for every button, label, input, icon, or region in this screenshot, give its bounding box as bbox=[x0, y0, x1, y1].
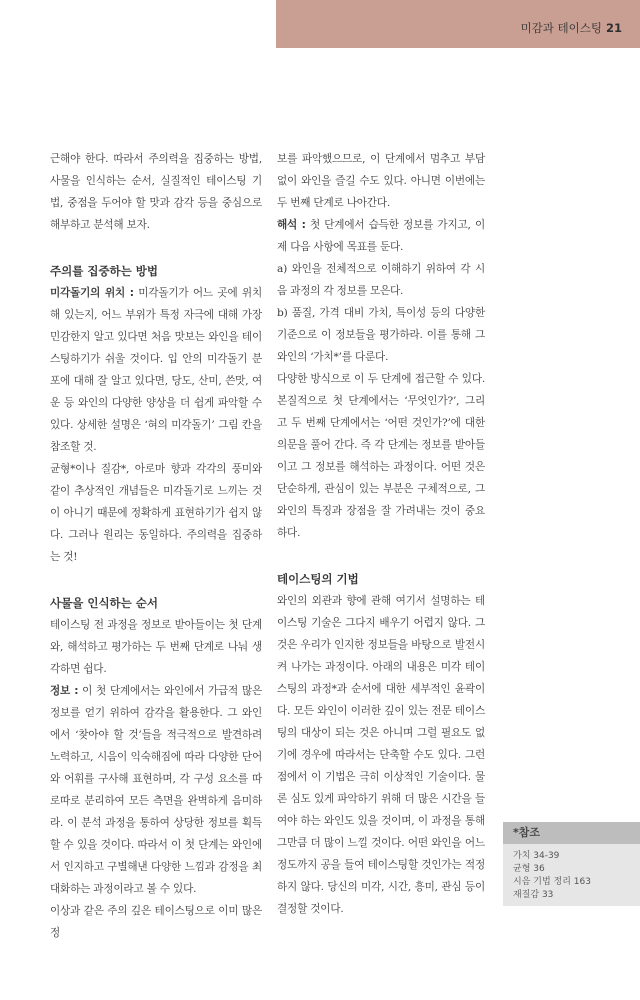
approach-paragraph: 다양한 방식으로 이 두 단계에 접근할 수 있다. 본질적으로 첫 단계에서는 ‘무엇인가?’, 그리고 두 번째 단계에서는 ‘어떤 것인가?’에 대한 의문을 풀어 간다. 즉 각 단계는 정보를 받아들이고 그 정보를 해석하는 과정이다. 어떤 것은 단순하게, 관심이 있는 부분은 구체적으로, 그 와인의 특징과 장점을 잘 가려내는 것이 중요하다. bbox=[277, 373, 485, 539]
section-heading-technique: 테이스팅의 기법 bbox=[277, 572, 359, 586]
information-text: 이 첫 단계에서는 와인에서 가급적 많은 정보를 얻기 위하여 감각을 활용한다. 그 와인에서 ‘찾아야 할 것’들을 적극적으로 발견하려 노력하고, 시음이 익숙해짐에 따라 다양한 단어와 어휘를 구사해 표현하며, 각 구성 요소를 따로따로 분리하여 모든 측면을 완벽하게 음미하라. 이 분석 과정을 통하여 상당한 정보를 획득할 수 있을 것이다. 따라서 이 첫 단계는 와인에서 인지하고 구별해낸 다양한 느낌과 감정을 최대화하는 과정이라고 볼 수 있다. bbox=[50, 685, 263, 895]
abstract-concepts-paragraph: 균형*이나 질감*, 아로마 향과 각각의 풍미와 같이 추상적인 개념들은 미각돌기로 느끼는 것이 아니기 때문에 정확하게 표현하기가 쉽지 않다. 그러나 원리는 동일하다. 주의력을 집중하는 것! bbox=[50, 463, 262, 563]
right-column bbox=[277, 148, 485, 920]
continuation-paragraph: 보를 파악했으므로, 이 단계에서 멈추고 부담 없이 와인을 즐길 수도 있다. 아니면 이번에는 두 번째 단계로 나아간다. bbox=[277, 153, 485, 209]
reference-item: 시음 기법 정리 163 bbox=[513, 877, 591, 887]
list-item-b: b) 품질, 가격 대비 가치, 특이성 등의 다양한 기준으로 이 정보들을 평가하라. 이를 통해 그 와인의 ‘가치*’를 다룬다. bbox=[277, 307, 485, 363]
technique-paragraph: 와인의 외관과 향에 관해 여기서 설명하는 테이스팅 기술은 그다지 배우기 어렵지 않다. 그것은 우리가 인지한 정보들을 바탕으로 발전시켜 나가는 과정이다. 아래의 내용은 미각 테이스팅의 과정*과 순서에 대한 세부적인 윤곽이다. 모든 와인이 이러한 깊이 있는 전문 테이스팅의 대상이 되는 것은 아니며 그럴 필요도 없기에 경우에 따라서는 단축할 수도 있다. 그런 점에서 이 기법은 극히 이상적인 기술이다. 물론 심도 있게 파악하기 위해 더 많은 시간을 들여야 하는 와인도 있을 것이며, 이 과정을 통해 그만큼 더 많이 느낄 것이다. 어떤 와인을 어느 정도까지 공을 들여 테이스팅할 것인가는 적정하지 않다. 당신의 미각, 시간, 흥미, 관심 등이 결정할 것이다. bbox=[277, 595, 485, 915]
information-paragraph bbox=[50, 680, 262, 900]
stages-paragraph: 테이스팅 전 과정을 정보로 받아들이는 첫 단계와, 해석하고 평가하는 두 번째 단계로 나눠 생각하면 쉽다. bbox=[50, 619, 262, 675]
running-header bbox=[521, 20, 622, 36]
reference-title: *참조 bbox=[503, 822, 640, 844]
term-interpretation: 해석 : bbox=[277, 219, 306, 231]
reference-list bbox=[503, 844, 640, 902]
list-item-a: a) 와인을 전체적으로 이해하기 위하여 각 시음 과정의 각 정보를 모은다. bbox=[277, 263, 485, 297]
term-taste-bud: 미각돌기의 위치 : bbox=[50, 287, 134, 299]
interpretation-paragraph bbox=[277, 214, 485, 258]
header-tab bbox=[276, 0, 640, 48]
reference-item: 가치 34-39 bbox=[513, 851, 560, 861]
taste-bud-paragraph bbox=[50, 282, 262, 458]
section-title: 미감과 테이스팅 bbox=[520, 21, 602, 35]
reference-item: 균형 36 bbox=[513, 864, 545, 874]
interpretation-text: 첫 단계에서 습득한 정보를 가지고, 이제 다음 사항에 목표를 둔다. bbox=[277, 219, 485, 253]
section-heading-order: 사물을 인식하는 순서 bbox=[50, 596, 158, 610]
taste-bud-text: 미각돌기가 어느 곳에 위치해 있는지, 어느 부위가 특정 자극에 대해 가장 민감한지 알고 있다면 처음 맛보는 와인을 테이스팅하기가 쉬울 것이다. 입 안의 미각돌기 분포에 대해 잘 알고 있다면, 당도, 산미, 쓴맛, 여운 등 와인의 다양한 양상을 더 쉽게 파악할 수 있다. 상세한 설명은 ‘혀의 미각돌기’ 그림 칸을 참조할 것. bbox=[50, 287, 263, 453]
page-number: 21 bbox=[605, 21, 622, 35]
left-column bbox=[50, 148, 262, 944]
section-heading-focus: 주의를 집중하는 방법 bbox=[50, 264, 158, 278]
reference-item: 재질감 33 bbox=[513, 890, 554, 900]
reference-box bbox=[503, 822, 640, 906]
careful-tasting-paragraph: 이상과 같은 주의 깊은 테이스팅으로 이미 많은 정 bbox=[50, 905, 262, 939]
intro-paragraph: 근해야 한다. 따라서 주의력을 집중하는 방법, 사물을 인식하는 순서, 실질적인 테이스팅 기법, 중점을 두어야 할 맛과 감각 등을 중심으로 해부하고 분석해 보자. bbox=[50, 153, 262, 231]
term-information: 정보 : bbox=[50, 685, 79, 697]
